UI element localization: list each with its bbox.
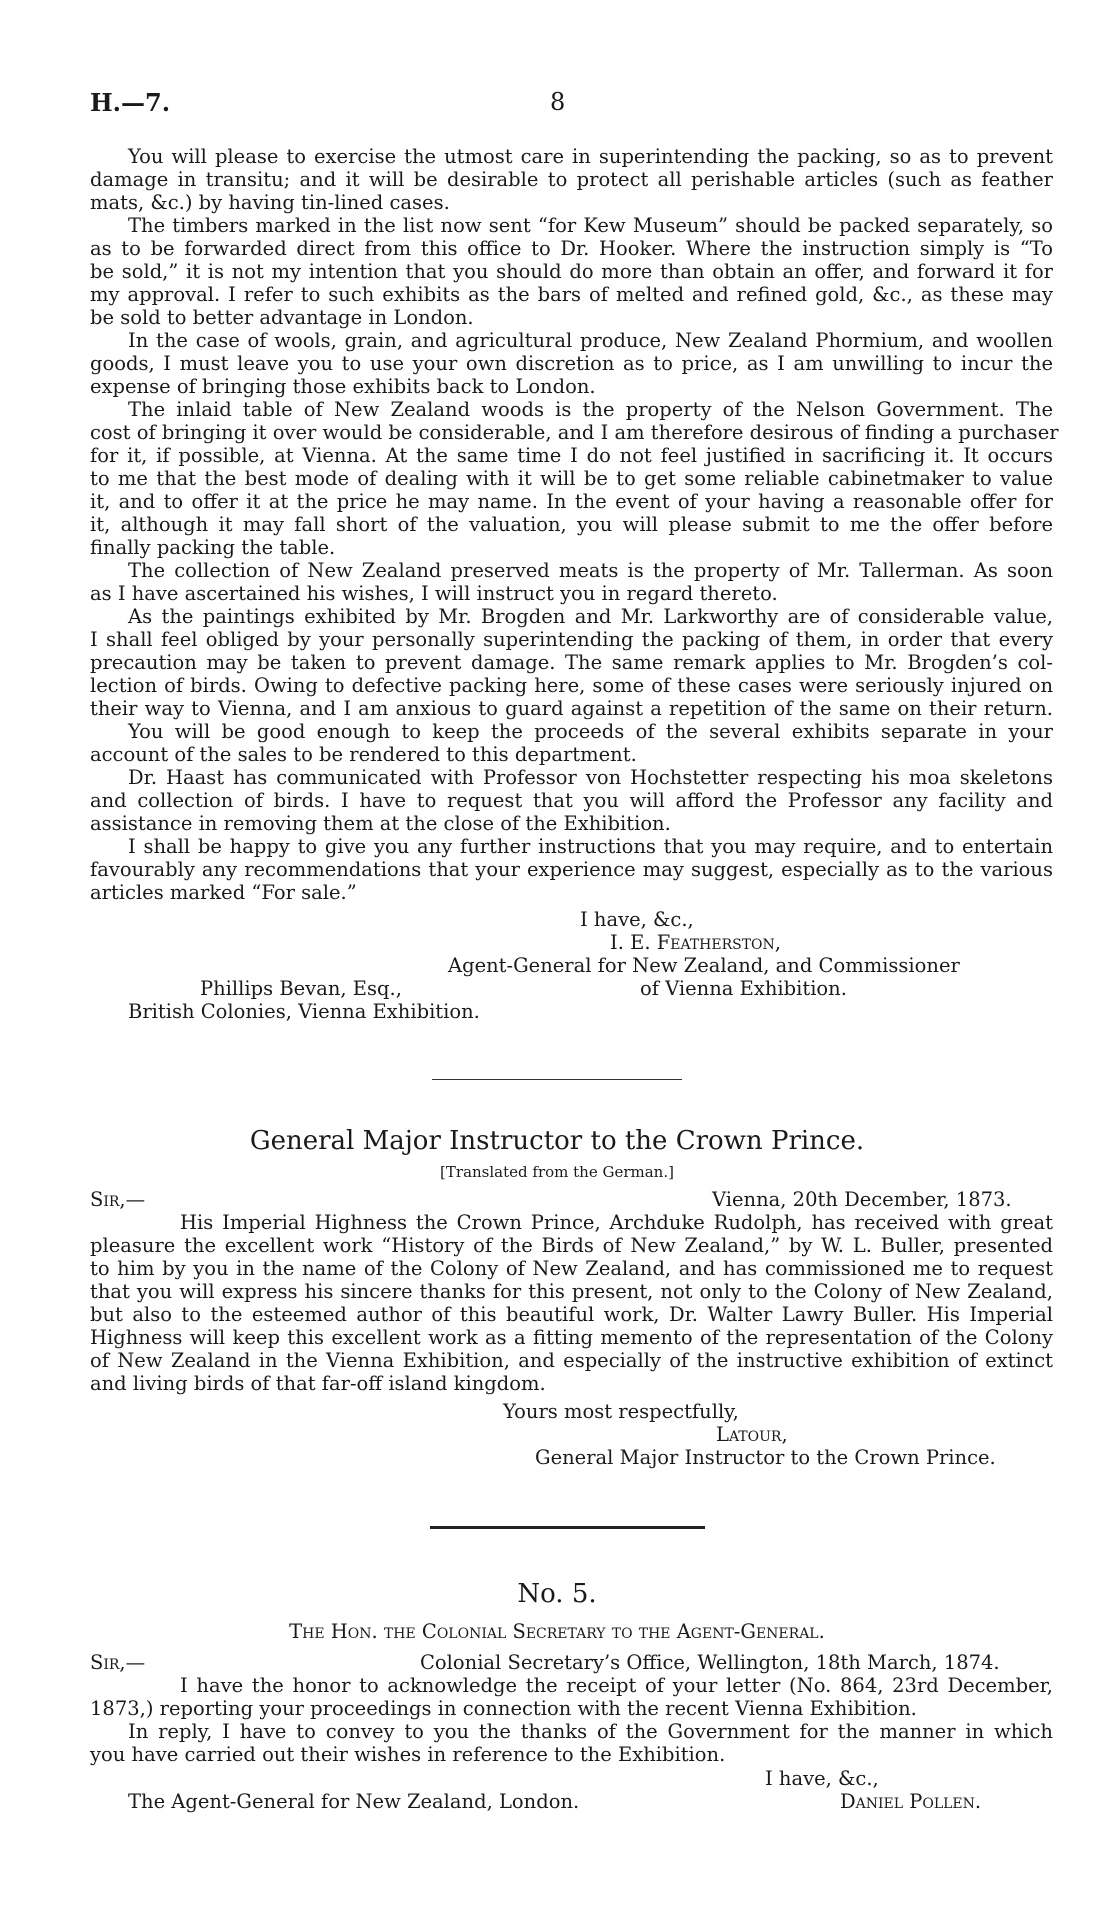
body-line: and living birds of that far-off island kingdom. — [90, 1372, 546, 1395]
body-line: to me that the best mode of dealing with it will be to get some reliable cabinetmaker to value — [90, 467, 1053, 490]
body-line: 1873,) reporting your proceedings in connection with the recent Vienna Exhibition. — [90, 1697, 917, 1720]
dateline: Vienna, 20th December, 1873. — [712, 1188, 1012, 1211]
closing: I have, &c., — [580, 908, 694, 931]
section-title: General Major Instructor to the Crown Prince. — [249, 1126, 865, 1156]
salutation: Sir,— — [90, 1651, 146, 1674]
signatory: Latour, — [716, 1423, 788, 1446]
body-line: of New Zealand in the Vienna Exhibition, and especially of the instructive exhibition of extinct — [90, 1349, 1053, 1372]
dateline: Colonial Secretary’s Office, Wellington, 18th March, 1874. — [420, 1651, 1000, 1674]
section-divider — [432, 1079, 682, 1080]
page-number: 8 — [550, 88, 566, 116]
body-line: it, and to offer it at the price he may name. In the event of your having a reasonable offer for — [90, 490, 1053, 513]
signatory-title: of Vienna Exhibition. — [640, 977, 847, 1000]
body-line: that you will express his sincere thanks for this present, not only to the Colony of New Zealand, — [90, 1280, 1053, 1303]
closing: I have, &c., — [765, 1767, 879, 1790]
body-line: my approval. I refer to such exhibits as the bars of melted and refined gold, &c., as these may — [90, 283, 1053, 306]
body-line: I shall feel obliged by your personally superintending the packing of them, in order that every — [90, 628, 1053, 651]
body-line: their way to Vienna, and I am anxious to guard against a repetition of the same on their return. — [90, 697, 1053, 720]
body-line: damage in transitu; and it will be desirable to protect all perishable articles (such as feather — [90, 168, 1053, 191]
body-line: it, although it may fall short of the valuation, you will please submit to me the offer before — [90, 513, 1053, 536]
body-line: finally packing the table. — [90, 536, 336, 559]
body-line: His Imperial Highness the Crown Prince, Archduke Rudolph, has received with great — [180, 1211, 1053, 1234]
body-line: favourably any recommendations that your experience may suggest, especially as to the various — [90, 858, 1053, 881]
signatory: I. E. Featherston, — [610, 931, 781, 954]
body-line: you have carried out their wishes in reference to the Exhibition. — [90, 1743, 726, 1766]
body-line: I have the honor to acknowledge the receipt of your letter (No. 864, 23rd December, — [180, 1674, 1053, 1697]
body-line: to him by you in the name of the Colony of New Zealand, and has commissioned me to request — [90, 1257, 1053, 1280]
signatory-title: General Major Instructor to the Crown Prince. — [535, 1446, 996, 1469]
body-line: articles marked “For sale.” — [90, 881, 357, 904]
body-line: for it, if possible, at Vienna. At the same time I do not feel justified in sacrificing it. It occurs — [90, 444, 1053, 467]
body-line: pleasure the excellent work “History of the Birds of New Zealand,” by W. L. Buller, presented — [90, 1234, 1053, 1257]
body-line: The inlaid table of New Zealand woods is the property of the Nelson Government. The — [128, 398, 1053, 421]
body-line: I shall be happy to give you any further instructions that you may require, and to entertain — [128, 835, 1053, 858]
addressee: British Colonies, Vienna Exhibition. — [128, 1000, 480, 1023]
body-line: Dr. Haast has communicated with Professor von Hochstetter respecting his moa skeletons — [128, 766, 1053, 789]
body-line: As the paintings exhibited by Mr. Brogden and Mr. Larkworthy are of considerable value, — [128, 605, 1053, 628]
body-line: In the case of wools, grain, and agricultural produce, New Zealand Phormium, and woollen — [128, 329, 1053, 352]
body-line: expense of bringing those exhibits back to London. — [90, 375, 596, 398]
body-line: goods, I must leave you to use your own discretion as to price, as I am unwilling to incur the — [90, 352, 1053, 375]
body-line: but also to the esteemed author of this beautiful work, Dr. Walter Lawry Buller. His Imperial — [90, 1303, 1053, 1326]
body-line: account of the sales to be rendered to this department. — [90, 743, 637, 766]
addressee: The Agent-General for New Zealand, London. — [128, 1790, 580, 1813]
signatory-title: Agent-General for New Zealand, and Commissioner — [448, 954, 960, 977]
body-line: assistance in removing them at the close of the Exhibition. — [90, 812, 671, 835]
closing: Yours most respectfully, — [503, 1400, 739, 1423]
body-line: Highness will keep this excellent work as a fitting memento of the representation of the Colony — [90, 1326, 1053, 1349]
document-reference: H.—7. — [90, 88, 171, 117]
section-divider — [430, 1526, 705, 1529]
body-line: precaution may be taken to prevent damage. The same remark applies to Mr. Brogden’s col- — [90, 651, 1053, 674]
body-line: as to be forwarded direct from this office to Dr. Hooker. Where the instruction simply is “To — [90, 237, 1053, 260]
body-line: The collection of New Zealand preserved meats is the property of Mr. Tallerman. As soon — [128, 559, 1053, 582]
body-line: mats, &c.) by having tin-lined cases. — [90, 191, 450, 214]
addressee: Phillips Bevan, Esq., — [200, 977, 402, 1000]
body-line: In reply, I have to convey to you the thanks of the Government for the manner in which — [128, 1720, 1053, 1743]
salutation: Sir,— — [90, 1188, 146, 1211]
signatory: Daniel Pollen. — [840, 1790, 982, 1813]
body-line: be sold to better advantage in London. — [90, 306, 474, 329]
body-line: and collection of birds. I have to request that you will afford the Professor any facility and — [90, 789, 1053, 812]
section-subtitle: [Translated from the German.] — [440, 1163, 674, 1181]
section-title: No. 5. — [517, 1579, 597, 1609]
body-line: as I have ascertained his wishes, I will instruct you in regard thereto. — [90, 582, 778, 605]
body-line: The timbers marked in the list now sent “for Kew Museum” should be packed separately, so — [128, 214, 1053, 237]
body-line: be sold,” it is not my intention that you should do more than obtain an offer, and forward it for — [90, 260, 1053, 283]
body-line: You will please to exercise the utmost care in superintending the packing, so as to prevent — [128, 145, 1053, 168]
body-line: cost of bringing it over would be considerable, and I am therefore desirous of finding a purchaser — [90, 421, 1059, 444]
body-line: lection of birds. Owing to defective packing here, some of these cases were seriously injured on — [90, 674, 1053, 697]
section-subtitle: The Hon. the Colonial Secretary to the Agent-General. — [289, 1620, 825, 1643]
body-line: You will be good enough to keep the proceeds of the several exhibits separate in your — [128, 720, 1053, 743]
